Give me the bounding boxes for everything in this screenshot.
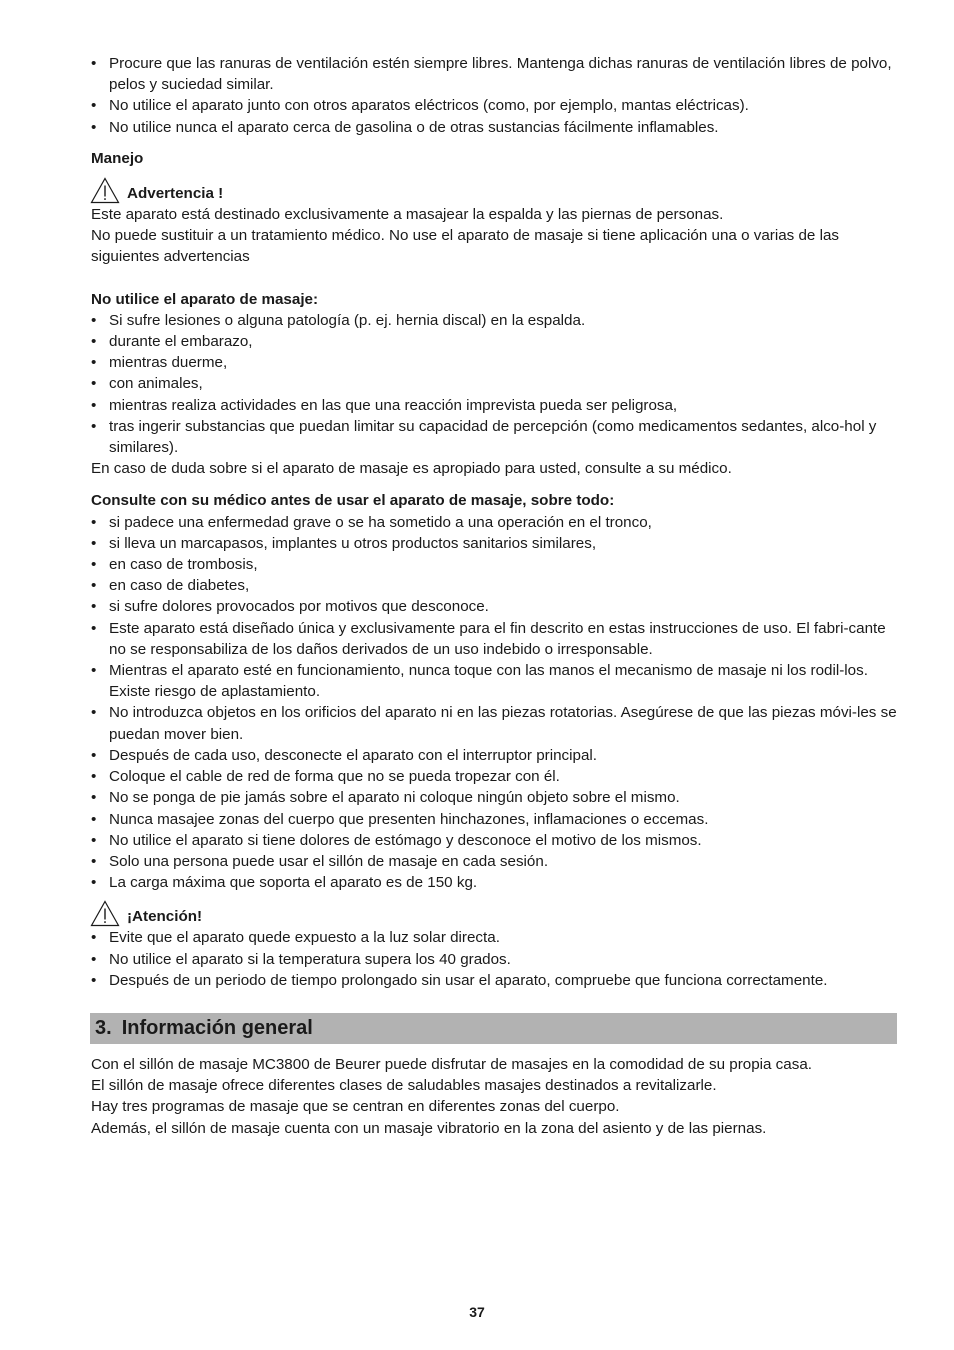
manejo-heading: Manejo (91, 149, 144, 167)
list-item: • durante el embarazo, (91, 331, 897, 352)
list-item: • si lleva un marcapasos, implantes u otros productos sanitarios similares, (91, 533, 897, 554)
list-item: • si padece una enfermedad grave o se ha sometido a una operación en el tronco, (91, 512, 897, 533)
doubt-note: En caso de duda sobre si el aparato de masaje es apropiado para usted, consulte a su médico. (91, 460, 732, 478)
list-item: • Evite que el aparato quede expuesto a la luz solar directa. (91, 927, 897, 948)
atencion-heading (91, 900, 897, 927)
list-item: • Solo una persona puede usar el sillón de masaje en cada sesión. (91, 851, 897, 872)
section-body (91, 1054, 897, 1139)
atencion-title: ¡Atención! (127, 908, 203, 926)
list-item: • en caso de diabetes, (91, 575, 897, 596)
list-item: • No utilice el aparato junto con otros aparatos eléctricos (como, por ejemplo, mantas eléctricas). (91, 95, 897, 116)
list-item: • mientras duerme, (91, 352, 897, 373)
warning-triangle-icon (90, 177, 120, 204)
section-number: 3. (95, 1016, 112, 1039)
section-title: Información general (121, 1016, 313, 1039)
list-item: • Después de cada uso, desconecte el aparato con el interruptor principal. (91, 745, 897, 766)
list-item: • si sufre dolores provocados por motivos que desconoce. (91, 596, 897, 617)
paragraph-line: Hay tres programas de masaje que se centran en diferentes zonas del cuerpo. (91, 1098, 620, 1116)
warning-text: Este aparato está destinado exclusivamente a masajear la espalda y las piernas de personas. (91, 206, 724, 224)
page-content (91, 53, 897, 1139)
warning-title: Advertencia ! (127, 184, 224, 202)
list-item: • Este aparato está diseñado única y exclusivamente para el fin descrito en estas instrucciones de uso. El fabri-cante no se responsabiliza de los daños derivados de un uso indebido o irresponsable. (91, 618, 897, 660)
intro-bullet-list (91, 53, 897, 138)
warning-text: No puede sustituir a un tratamiento médico. No use el aparato de masaje si tiene aplicación una o varias de las siguientes advertencias (91, 227, 839, 266)
paragraph-line: Con el sillón de masaje MC3800 de Beurer puede disfrutar de masajes en la comodidad de su propia casa. (91, 1055, 812, 1073)
list-item: • con animales, (91, 373, 897, 394)
consulte-heading: Consulte con su médico antes de usar el aparato de masaje, sobre todo: (91, 492, 615, 510)
section-heading-bar (90, 1013, 897, 1044)
no-utilice-list (91, 310, 897, 458)
list-item: • No se ponga de pie jamás sobre el aparato ni coloque ningún objeto sobre el mismo. (91, 787, 897, 808)
paragraph-line: Además, el sillón de masaje cuenta con un masaje vibratorio en la zona del asiento y de las piernas. (91, 1119, 767, 1137)
list-item: • Si sufre lesiones o alguna patología (p. ej. hernia discal) en la espalda. (91, 310, 897, 331)
list-item: • mientras realiza actividades en las que una reacción imprevista pueda ser peligrosa, (91, 395, 897, 416)
no-utilice-heading: No utilice el aparato de masaje: (91, 290, 319, 308)
warning-triangle-icon (90, 900, 120, 927)
paragraph-line: El sillón de masaje ofrece diferentes clases de saludables masajes destinados a revitalizarle. (91, 1077, 717, 1095)
list-item: • Procure que las ranuras de ventilación estén siempre libres. Mantenga dichas ranuras de ventilación libres de polvo, pelos y suciedad similar. (91, 53, 897, 95)
page-number: 37 (469, 1304, 485, 1320)
list-item: • Nunca masajee zonas del cuerpo que presenten hinchazones, inflamaciones o eccemas. (91, 809, 897, 830)
list-item: • La carga máxima que soporta el aparato es de 150 kg. (91, 872, 897, 893)
consulte-list (91, 512, 897, 894)
list-item: • Después de un periodo de tiempo prolongado sin usar el aparato, compruebe que funciona correctamente. (91, 970, 897, 991)
list-item: • No utilice el aparato si la temperatura supera los 40 grados. (91, 949, 897, 970)
list-item: • No introduzca objetos en los orificios del aparato ni en las piezas rotatorias. Asegúrese de que las piezas móvi-les se puedan mover bien. (91, 702, 897, 744)
list-item: • No utilice el aparato si tiene dolores de estómago y desconoce el motivo de los mismos. (91, 830, 897, 851)
list-item: • Coloque el cable de red de forma que no se pueda tropezar con él. (91, 766, 897, 787)
list-item: • No utilice nunca el aparato cerca de gasolina o de otras sustancias fácilmente inflamables. (91, 117, 897, 138)
atencion-list (91, 927, 897, 991)
warning-heading (91, 177, 897, 204)
list-item: • tras ingerir substancias que puedan limitar su capacidad de percepción (como medicamentos sedantes, alco-hol y similares). (91, 416, 897, 458)
list-item: • Mientras el aparato esté en funcionamiento, nunca toque con las manos el mecanismo de masaje ni los rodil-los. Existe riesgo de aplastamiento. (91, 660, 897, 702)
list-item: • en caso de trombosis, (91, 554, 897, 575)
